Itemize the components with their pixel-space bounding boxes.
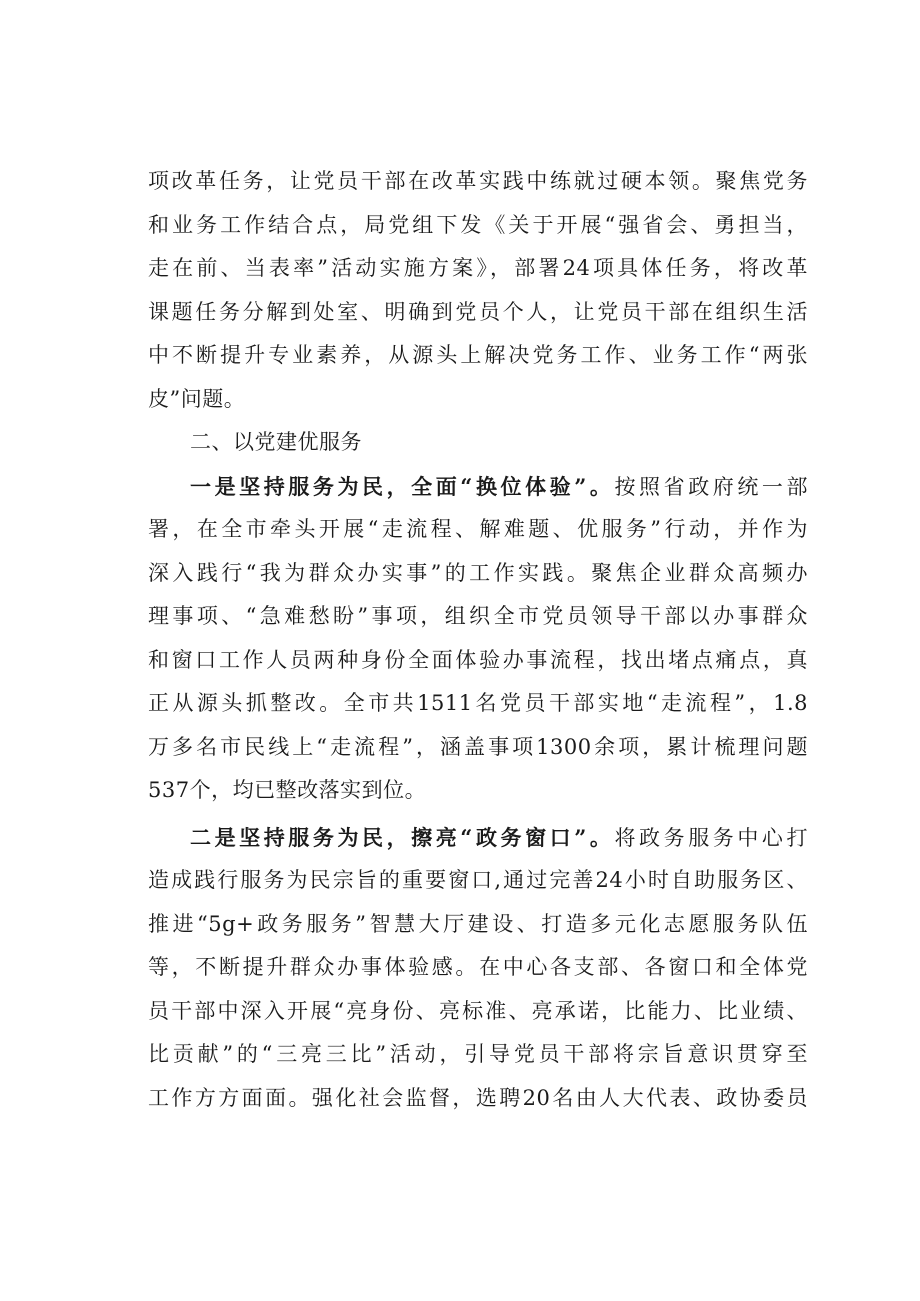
text-line: 和窗口工作人员两种身份全面体验办事流程，找出堵点痛点，真 (148, 647, 808, 672)
text-line: 等，不断提升群众办事体验感。在中心各支部、各窗口和全体党 (148, 955, 808, 979)
paragraph-first-rest: 将政务服务中心打 (614, 825, 808, 850)
paragraph-first-line (148, 816, 808, 860)
text-line: 走在前、当表率”活动实施方案》，部署24项具体任务，将改革 (148, 256, 808, 280)
paragraph-government-window (148, 816, 808, 1121)
text-line: 员干部中深入开展“亮身份、亮标准、亮承诺，比能力、比业绩、 (148, 998, 808, 1023)
text-line: 工作方方面面。强化社会监督，选聘20名由人大代表、政协委员 (148, 1085, 808, 1110)
text-line: 深入践行“我为群众办实事”的工作实践。聚焦企业群众高频办 (148, 560, 808, 585)
paragraph-lead: 二是坚持服务为民，擦亮“政务窗口”。 (190, 824, 615, 850)
paragraph-service-experience (148, 465, 808, 813)
text-line: 署，在全市牵头开展“走流程、解难题、优服务”行动，并作为 (148, 517, 808, 541)
text-line: 推进“5g+政务服务”智慧大厅建设、打造多元化志愿服务队伍 (148, 911, 808, 936)
text-line: 课题任务分解到处室、明确到党员个人，让党员干部在组织生活 (148, 299, 808, 324)
text-line: 皮”问题。 (148, 386, 246, 411)
document-body (148, 160, 808, 1120)
text-line: 理事项、“急难愁盼”事项，组织全市党员领导干部以办事群众 (148, 604, 808, 628)
text-line: 和业务工作结合点，局党组下发《关于开展“强省会、勇担当， (148, 212, 808, 237)
paragraph-first-rest: 按照省政府统一部 (614, 474, 808, 499)
text-line: 中不断提升专业素养，从源头上解决党务工作、业务工作“两张 (148, 343, 808, 367)
paragraph-first-line (148, 465, 808, 509)
text-line: 造成践行服务为民宗旨的重要窗口,通过完善24小时自助服务区、 (148, 868, 808, 892)
text-line: 537个，均已整改落实到位。 (148, 778, 427, 802)
text-line: 项改革任务，让党员干部在改革实践中练就过硬本领。聚焦党务 (148, 169, 808, 193)
paragraph-lead: 一是坚持服务为民，全面“换位体验”。 (190, 473, 615, 499)
paragraph-reform-tasks (148, 160, 808, 421)
text-line: 正从源头抓整改。全市共1511名党员干部实地“走流程”，1.8 (148, 691, 808, 715)
text-line: 比贡献”的“三亮三比”活动，引导党员干部将宗旨意识贯穿至 (148, 1042, 808, 1066)
text-line: 万多名市民线上“走流程”，涵盖事项1300余项，累计梳理问题 (148, 734, 808, 759)
section-heading: 二、以党建优服务 (190, 430, 362, 454)
